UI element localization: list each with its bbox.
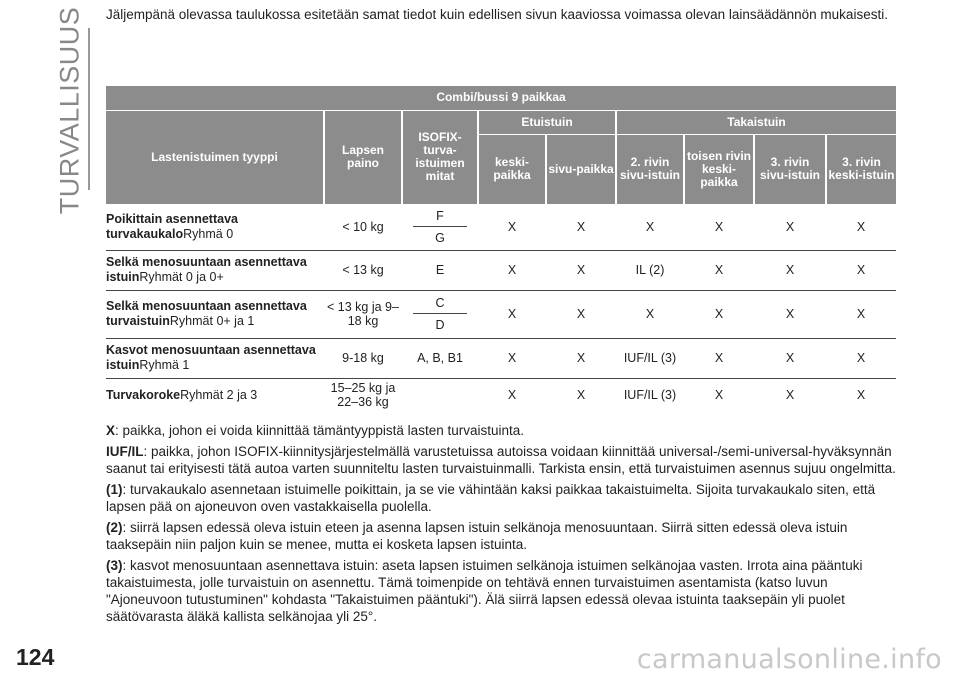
- note-text: : turvakaukalo asennetaan istuimelle poikittain, ja se vie vähintään kaksi paikkaa takaistuimelta. Sijoita turvakaukalo siten, että lapsen pää on ajoneuvon oven vastakkaisella puolella.: [106, 482, 876, 514]
- cell-value: X: [546, 250, 616, 290]
- note-text: : paikka, johon ISOFIX-kiinnitysjärjestelmällä varustetuissa autoissa voidaan kiinnittää universal-/semi-universal-hyväksynnän saanut tai erityisesti tätä autoa varten suunniteltu lasten turvaistuinmalli. Tarkista ensin, että turvaistuimen asennus sujuu ongelmitta.: [106, 444, 896, 476]
- section-rule: [88, 28, 90, 190]
- type-group: Ryhmä 0: [183, 226, 234, 241]
- cell-mass: < 13 kg ja 9–18 kg: [324, 290, 402, 338]
- cell-value: X: [478, 338, 546, 378]
- type-group: Ryhmät 0 ja 0+: [139, 270, 224, 284]
- note-key: (3): [106, 558, 123, 573]
- cell-value: IL (2): [616, 250, 684, 290]
- type-group: Ryhmät 2 ja 3: [180, 387, 258, 402]
- cell-value: X: [785, 388, 795, 403]
- cell-mass: 15–25 kg ja 22–36 kg: [330, 381, 396, 410]
- type-bold: Turvakoroke: [106, 387, 181, 402]
- note-key: X: [106, 423, 116, 438]
- cell-isofix: [402, 204, 478, 250]
- header-row2-center: toisen rivin keski-paikka: [684, 134, 754, 204]
- intro-paragraph: Jäljempänä olevassa taulukossa esitetään samat tiedot kuin edellisen sivun kaaviossa voimassa olevan lainsäädännön mukaisesti.: [106, 7, 888, 22]
- cell-value: IUF/IL (3): [623, 388, 677, 403]
- note-key: IUF/IL: [106, 444, 144, 459]
- cell-value: X: [616, 204, 684, 250]
- cell-value: X: [684, 204, 754, 250]
- cell-type: [106, 378, 324, 412]
- cell-mass: 9-18 kg: [324, 338, 402, 378]
- table-row: [106, 378, 896, 412]
- type-group: Ryhmä 1: [139, 358, 190, 372]
- cell-value: X: [507, 388, 517, 403]
- cell-value: X: [616, 290, 684, 338]
- type-group: Ryhmät 0+ ja 1: [169, 314, 255, 328]
- cell-mass: < 13 kg: [324, 250, 402, 290]
- cell-mass: < 10 kg: [324, 204, 402, 250]
- header-isofix: ISOFIX-turva-istuimen mitat: [402, 110, 478, 204]
- note-paragraph: [106, 519, 896, 553]
- cell-isofix: A, B, B1: [402, 338, 478, 378]
- note-paragraph: [106, 422, 896, 439]
- header-row2-side: 2. rivin sivu-istuin: [616, 134, 684, 204]
- header-row3-side: 3. rivin sivu-istuin: [754, 134, 826, 204]
- isofix-size: D: [435, 318, 445, 332]
- note-paragraph: [106, 443, 896, 477]
- isofix-size: G: [435, 230, 445, 245]
- table-row: [106, 250, 896, 290]
- cell-value: X: [546, 338, 616, 378]
- child-seat-table: [106, 86, 896, 412]
- type-bold: Kasvot menosuuntaan asennettava istuin: [106, 343, 316, 372]
- isofix-size: F: [413, 205, 466, 227]
- compatibility-table: [106, 86, 896, 412]
- cell-isofix: E: [402, 250, 478, 290]
- cell-value: X: [546, 204, 616, 250]
- cell-value: X: [684, 338, 754, 378]
- cell-value: X: [478, 250, 546, 290]
- note-key: (1): [106, 482, 123, 497]
- cell-isofix: [402, 290, 478, 338]
- table-row: [106, 290, 896, 338]
- cell-value: X: [754, 338, 826, 378]
- section-title: [52, 6, 88, 214]
- note-key: (2): [106, 520, 123, 535]
- cell-value: X: [826, 290, 896, 338]
- cell-value: X: [714, 388, 724, 403]
- cell-value: X: [826, 250, 896, 290]
- note-paragraph: [106, 481, 896, 515]
- cell-value: X: [546, 290, 616, 338]
- header-mass: Lapsen paino: [324, 110, 402, 204]
- cell-type: [106, 290, 324, 338]
- cell-value: X: [856, 388, 866, 403]
- page-number: 124: [16, 644, 55, 670]
- section-title-text: TURVALLISUUS: [54, 6, 85, 214]
- header-front-center: keski-paikka: [478, 134, 546, 204]
- cell-value: X: [576, 388, 586, 403]
- cell-type: [106, 338, 324, 378]
- cell-value: X: [478, 290, 546, 338]
- header-row3-center: 3. rivin keski-istuin: [826, 134, 896, 204]
- header-front-side: sivu-paikka: [546, 134, 616, 204]
- type-bold: Selkä menosuuntaan asennettava istuin: [106, 255, 307, 284]
- table-row: [106, 204, 896, 250]
- group-header: Combi/bussi 9 paikkaa: [106, 86, 896, 110]
- header-front: Etuistuin: [478, 110, 616, 134]
- cell-isofix: [402, 378, 478, 412]
- header-type: Lastenistuimen tyyppi: [106, 110, 324, 204]
- header-rear: Takaistuin: [616, 110, 896, 134]
- cell-value: IUF/IL (3): [616, 338, 684, 378]
- note-text: : paikka, johon ei voida kiinnittää tämäntyyppistä lasten turvaistuinta.: [115, 423, 524, 438]
- cell-value: X: [478, 204, 546, 250]
- isofix-size: C: [413, 292, 466, 314]
- note-text: : kasvot menosuuntaan asennettava istuin: aseta lapsen istuimen selkänoja istuimen selkänojaa vasten. Irrota aina pääntuki takaistuimesta, jolle turvaistuin on asennettu. Tämä toimenpide on tehtävä ennen turvaistuimen asentamista (katso luvun "Ajoneuvoon tutustuminen" kohdasta "Takaistuimen pääntuki"). Älä siirrä lapsen edessä olevaa istuinta taaksepäin yli puolet säätövarasta äläkä kallista selkänojaa yli 25°.: [106, 558, 863, 624]
- cell-value: X: [684, 250, 754, 290]
- cell-value: X: [754, 290, 826, 338]
- table-row: [106, 338, 896, 378]
- cell-type: [106, 250, 324, 290]
- cell-value: X: [754, 204, 826, 250]
- cell-value: X: [754, 250, 826, 290]
- cell-type: [106, 204, 324, 250]
- note-text: : siirrä lapsen edessä oleva istuin eteen ja asenna lapsen istuin selkänoja menosuuntaan. Siirrä sitten edessä oleva istuin taaksepäin niin paljon kuin se menee, mutta ei kosketa lapsen istuinta.: [106, 520, 848, 552]
- type-bold: Poikittain asennettava turvakaukalo: [106, 211, 238, 241]
- note-paragraph: [106, 557, 896, 625]
- watermark: carmanualsonline.info: [636, 644, 942, 675]
- cell-value: X: [684, 290, 754, 338]
- cell-value: X: [826, 204, 896, 250]
- type-bold: Selkä menosuuntaan asennettava turvaistuin: [106, 299, 307, 328]
- notes-section: [106, 422, 896, 629]
- cell-value: X: [826, 338, 896, 378]
